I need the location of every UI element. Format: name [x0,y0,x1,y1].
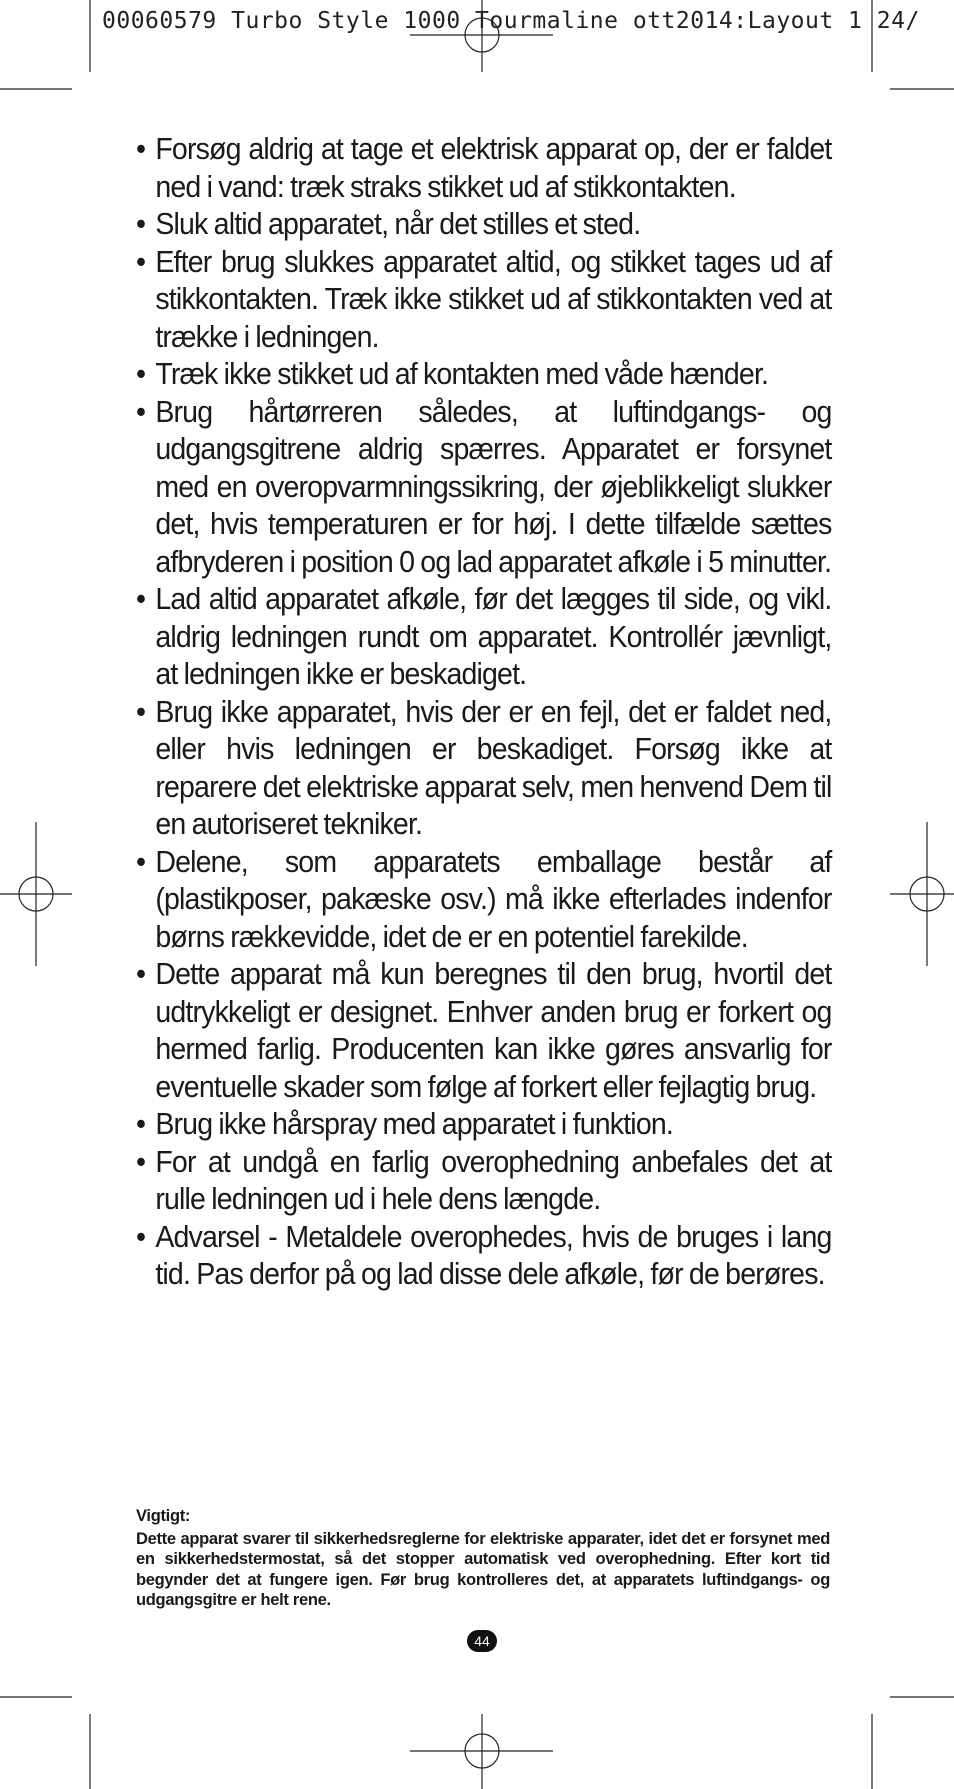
list-item: • For at undgå en farlig overophedning anbefales det at rulle ledningen ud i hele dens længde. [136,1143,832,1218]
print-slug-line: 00060579 Turbo Style 1000 Tourmaline ott2014:Layout 1 24/ [102,8,920,34]
list-item: • Dette apparat må kun beregnes til den brug, hvortil det udtrykkeligt er designet. Enhver anden brug er forkert og hermed farlig. Producenten kan ikke gøres ansvarlig for eventuelle skader som følge af forkert eller fejlagtig brug. [136,955,832,1105]
list-item: • Efter brug slukkes apparatet altid, og stikket tages ud af stikkontakten. Træk ikke stikket ud af stikkontakten ved at trække i ledningen. [136,243,832,356]
page-number-badge: 44 [467,1630,497,1652]
list-item: • Brug ikke hårspray med apparatet i funktion. [136,1105,832,1143]
list-item: • Brug hårtørreren således, at luftindgangs- og udgangsgitrene aldrig spærres. Apparatet er forsynet med en overopvarmningssikring, der øjeblikkeligt slukker det, hvis temperaturen er for høj. I dette tilfælde sættes afbryderen i position 0 og lad apparatet afkøle i 5 minutter. [136,393,832,581]
list-item: • Delene, som apparatets emballage består af (plastikposer, pakæske osv.) må ikke efterlades indenfor børns rækkevidde, idet de er en potentiel farekilde. [136,843,832,956]
safety-instructions [136,130,830,1293]
important-notice [136,1506,830,1611]
list-item: • Forsøg aldrig at tage et elektrisk apparat op, der er faldet ned i vand: træk straks stikket ud af stikkontakten. [136,130,832,205]
list-item: • Brug ikke apparatet, hvis der er en fejl, det er faldet ned, eller hvis ledningen er beskadiget. Forsøg ikke at reparere det elektriske apparat selv, men henvend Dem til en autoriseret tekniker. [136,693,832,843]
list-item: • Sluk altid apparatet, når det stilles et sted. [136,205,832,243]
list-item: • Advarsel - Metaldele overophedes, hvis de bruges i lang tid. Pas derfor på og lad disse dele afkøle, før de berøres. [136,1218,832,1293]
important-heading: Vigtigt: [136,1507,191,1525]
important-text: Dette apparat svarer til sikkerhedsreglerne for elektriske apparater, idet det er forsynet med en sikkerhedstermostat, så det stopper automatisk ved overophedning. Efter kort tid begynder det at fungere igen. Før brug kontrolleres det, at apparatets luftindgangs- og udgangsgitre er helt rene. [136,1529,830,1609]
safety-rules-list [136,130,830,1293]
list-item: • Lad altid apparatet afkøle, før det lægges til side, og vikl. aldrig ledningen rundt om apparatet. Kontrollér jævnligt, at ledningen ikke er beskadiget. [136,580,832,693]
list-item: • Træk ikke stikket ud af kontakten med våde hænder. [136,355,832,393]
